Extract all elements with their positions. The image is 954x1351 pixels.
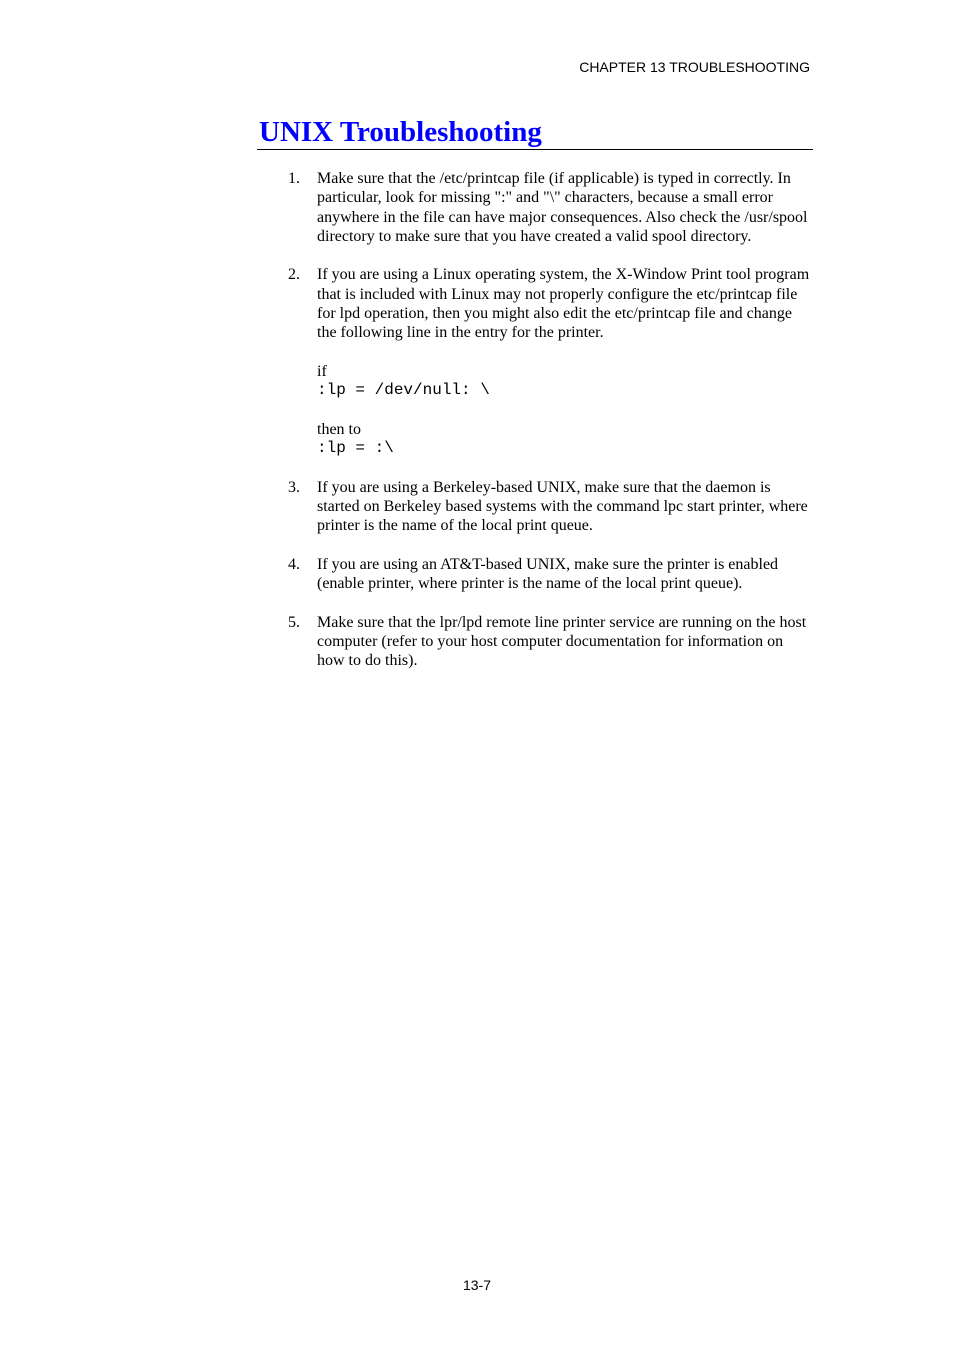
step-text: Make sure that the /etc/printcap file (if applicable) is typed in correctly. In particular, look for missing ":" and "\" characters, because a small error anywhere in the file can have major consequences. Also check the /usr/spool directory to make sure that you have created a valid spool directory. xyxy=(317,170,808,245)
list-item xyxy=(288,613,813,671)
spacer xyxy=(317,401,813,420)
running-header: CHAPTER 13 TROUBLESHOOTING xyxy=(579,59,810,75)
step-text: If you are using a Berkeley-based UNIX, make sure that the daemon is started on Berkeley based systems with the command lpc start printer, where printer is the name of the local print queue. xyxy=(317,478,808,535)
troubleshooting-steps xyxy=(288,169,813,690)
then-label: then to xyxy=(317,420,361,438)
page-title: UNIX Troubleshooting xyxy=(259,116,542,148)
step-number: 5. xyxy=(288,613,300,631)
list-item xyxy=(288,555,813,594)
step-text: If you are using an AT&T-based UNIX, make sure the printer is enabled (enable printer, where printer is the name of the local print queue). xyxy=(317,555,779,593)
printcap-example xyxy=(317,362,813,458)
step-number: 2. xyxy=(288,266,300,284)
list-item xyxy=(288,478,813,536)
page-number: 13-7 xyxy=(462,1277,492,1293)
step-text: If you are using a Linux operating system, the X-Window Print tool program that is included with Linux may not properly configure the etc/printcap file for lpd operation, then you might also edit the etc/printcap file and change the following line in the entry for the printer. xyxy=(317,266,810,342)
title-underline xyxy=(257,149,813,150)
step-text: Make sure that the lpr/lpd remote line printer service are running on the host computer (refer to your host computer documentation for information on how to do this). xyxy=(317,613,807,670)
then-code: :lp = :\ xyxy=(317,439,394,458)
list-item xyxy=(288,265,813,458)
list-item xyxy=(288,169,813,246)
if-code: :lp = /dev/null: \ xyxy=(317,381,490,400)
step-number: 1. xyxy=(288,170,300,187)
step-number: 3. xyxy=(288,478,300,496)
if-label: if xyxy=(317,362,327,380)
step-number: 4. xyxy=(288,555,300,573)
